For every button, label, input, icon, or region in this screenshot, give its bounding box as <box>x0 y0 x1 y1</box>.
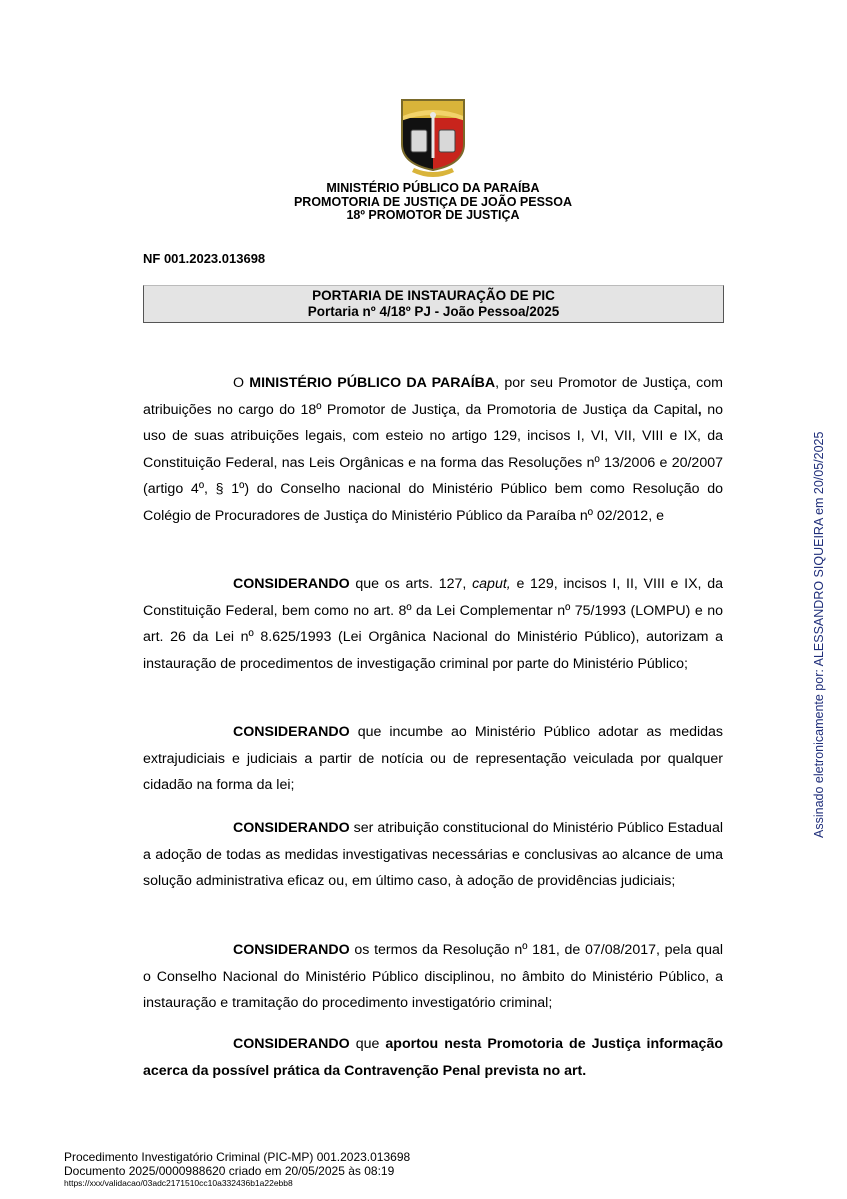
document-reference: NF 001.2023.013698 <box>143 251 266 266</box>
ministry-name-bold: MINISTÉRIO PÚBLICO DA PARAÍBA <box>249 375 496 391</box>
document-title: PORTARIA DE INSTAURAÇÃO DE PIC <box>312 288 555 303</box>
header-line-promotoria: PROMOTORIA DE JUSTIÇA DE JOÃO PESSOA <box>293 194 573 209</box>
paragraph-preamble: O MINISTÉRIO PÚBLICO DA PARAÍBA, por seu Promotor de Justiça, com atribuições no cargo do 18º Promotor de Justiça, da Promotoria de Justiça da Capital, no uso de suas atribuições legais, com esteio no artigo 129, incisos I, VI, VII, VIII e IX, da Constituição Federal, nas Leis Orgânicas e na forma das Resoluções nº 13/2006 e 20/2007 (artigo 4º, § 1º) do Conselho nacional do Ministério Público bem como Resolução do Colégio de Procuradores de Justiça do Ministério Público da Paraíba nº 02/2012, e <box>143 375 723 524</box>
paragraph-considerando-2: CONSIDERANDO que incumbe ao Ministério Público adotar as medidas extrajudiciais e judiciais a partir de notícia ou de representação veiculada por qualquer cidadão na forma da lei; <box>143 724 723 793</box>
paragraph-considerando-3: CONSIDERANDO ser atribuição constitucional do Ministério Público Estadual a adoção de todas as medidas investigativas necessárias e conclusivas ao alcance de uma solução administrativa eficaz ou, em último caso, à adoção de providências judiciais; <box>143 820 723 889</box>
header-line-ministry: MINISTÉRIO PÚBLICO DA PARAÍBA <box>326 181 540 195</box>
document-footer <box>64 1151 410 1188</box>
electronic-signature-note: Assinado eletronicamente por: ALESSANDRO SIQUEIRA em 20/05/2025 <box>812 431 826 838</box>
document-subtitle: Portaria nº 4/18º PJ - João Pessoa/2025 <box>307 304 560 319</box>
considerando-keyword: CONSIDERANDO <box>233 820 350 836</box>
paragraph-considerando-1: CONSIDERANDO que os arts. 127, caput, e 129, incisos I, II, VIII e IX, da Constituição Federal, bem como no art. 8º da Lei Complementar nº 75/1993 (LOMPU) e no art. 26 da Lei nº 8.625/1993 (Lei Orgânica Nacional do Ministério Público), autorizam a instauração de procedimentos de investigação criminal por parte do Ministério Público; <box>143 576 723 672</box>
considerando-keyword: CONSIDERANDO <box>233 724 350 740</box>
considerando-keyword: CONSIDERANDO <box>233 1036 350 1052</box>
document-title-box <box>143 285 724 323</box>
considerando-keyword: CONSIDERANDO <box>233 942 350 958</box>
footer-document-info: Documento 2025/0000988620 criado em 20/05/2025 às 08:19 <box>64 1163 395 1178</box>
paragraph-considerando-4: CONSIDERANDO os termos da Resolução nº 181, de 07/08/2017, pela qual o Conselho Nacional do Ministério Público disciplinou, no âmbito do Ministério Público, a instauração e tramitação do procedimento investigatório criminal; <box>143 942 723 1011</box>
considerando-keyword: CONSIDERANDO <box>233 576 350 592</box>
paragraph-considerando-5: CONSIDERANDO que aportou nesta Promotoria de Justiça informação acerca da possível prática da Contravenção Penal prevista no art. <box>143 1036 724 1079</box>
institution-header <box>230 182 636 223</box>
header-line-promotor: 18º PROMOTOR DE JUSTIÇA <box>346 208 520 222</box>
ministerio-publico-crest-icon <box>398 98 468 180</box>
footer-procedure: Procedimento Investigatório Criminal (PIC-MP) 001.2023.013698 <box>64 1150 411 1164</box>
validation-link[interactable]: https://xxx/validacao/03adc2171510cc10a332436b1a22ebb8 <box>64 1178 293 1188</box>
